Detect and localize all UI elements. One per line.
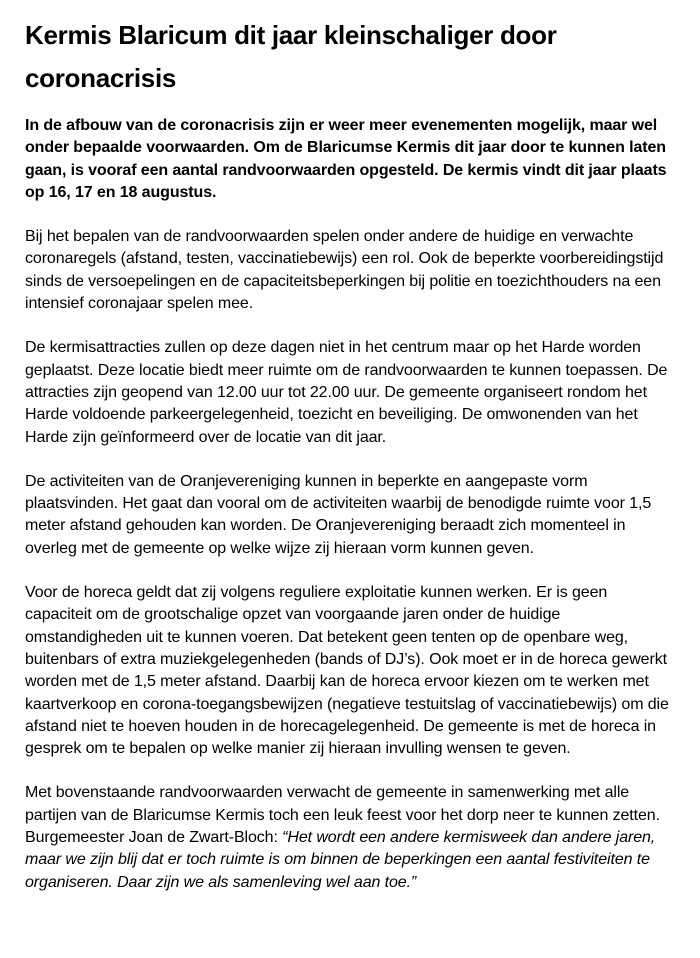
article-paragraph-randvoorwaarden: Bij het bepalen van de randvoorwaarden spelen onder andere de huidige en verwachte coronaregels (afstand, testen, vaccinatiebewijs) een rol. Ook de beperkte voorbereidingstijd sinds de versoepelingen en de capaciteitsbeperkingen bij politie en toezichthouders na een intensief coronajaar spelen mee. bbox=[25, 228, 664, 313]
mayor-quote-paragraph bbox=[25, 827, 676, 894]
article-title: Kermis Blaricum dit jaar kleinschaliger door coronacrisis bbox=[25, 20, 557, 93]
article-paragraph-oranjevereniging: De activiteiten van de Oranjevereniging kunnen in beperkte en aangepaste vorm plaatsvinden. Het gaat dan vooral om de activiteiten waarbij de benodigde ruimte voor 1,5 meter afstand gehouden kan worden. De Oranjevereniging beraadt zich momenteel in overleg met de gemeente op welke wijze zij hieraan vorm kunnen geven. bbox=[25, 472, 652, 557]
article-paragraph-kermisattracties: De kermisattracties zullen op deze dagen niet in het centrum maar op het Harde worden geplaatst. Deze locatie biedt meer ruimte om de randvoorwaarden te kunnen toepassen. De attracties zijn geopend van 12.00 uur tot 22.00 uur. De gemeente organiseert rondom het Harde voldoende parkeergelegenheid, toezicht en beveiliging. De omwonenden van het Harde zijn geïnformeerd over de locatie van dit jaar. bbox=[25, 339, 668, 446]
quote-text: “Het wordt een andere kermisweek dan andere jaren, maar we zijn blij dat er toch ruimte is om binnen de beperkingen een aantal festiviteiten te organiseren. Daar zijn we als samenleving wel aan toe.” bbox=[25, 829, 656, 891]
article-paragraph-horeca: Voor de horeca geldt dat zij volgens reguliere exploitatie kunnen werken. Er is geen capaciteit om de grootschalige opzet van voorgaande jaren onder de huidige omstandigheden uit te kunnen voeren. Dat betekent geen tenten op de openbare weg, buitenbars of extra muziekgelegenheden (bands of DJ’s). Ook moet er in de horeca gewerkt worden met de 1,5 meter afstand. Daarbij kan de horeca ervoor kiezen om te werken met kaartverkoop en corona-toegangsbewijzen (negatieve testuitslag of vaccinatiebewijs) om die afstand niet te hoeven houden in de horecagelegenheid. De gemeente is met de horeca in gesprek om te bepalen op welke manier zij hieraan invulling wensen te geven. bbox=[25, 584, 669, 758]
article-closing-paragraph: Met bovenstaande randvoorwaarden verwacht de gemeente in samenwerking met alle partijen van de Blaricumse Kermis toch een leuk feest voor het dorp neer te kunnen zetten. bbox=[25, 784, 660, 824]
article-intro-paragraph: In de afbouw van de coronacrisis zijn er weer meer evenementen mogelijk, maar wel onder bepaalde voorwaarden. Om de Blaricumse Kermis dit jaar door te kunnen laten gaan, is vooraf een aantal randvoorwaarden opgesteld. De kermis vindt dit jaar plaats op 16, 17 en 18 augustus. bbox=[25, 117, 667, 201]
quote-attribution: Burgemeester Joan de Zwart-Bloch: bbox=[25, 829, 283, 847]
